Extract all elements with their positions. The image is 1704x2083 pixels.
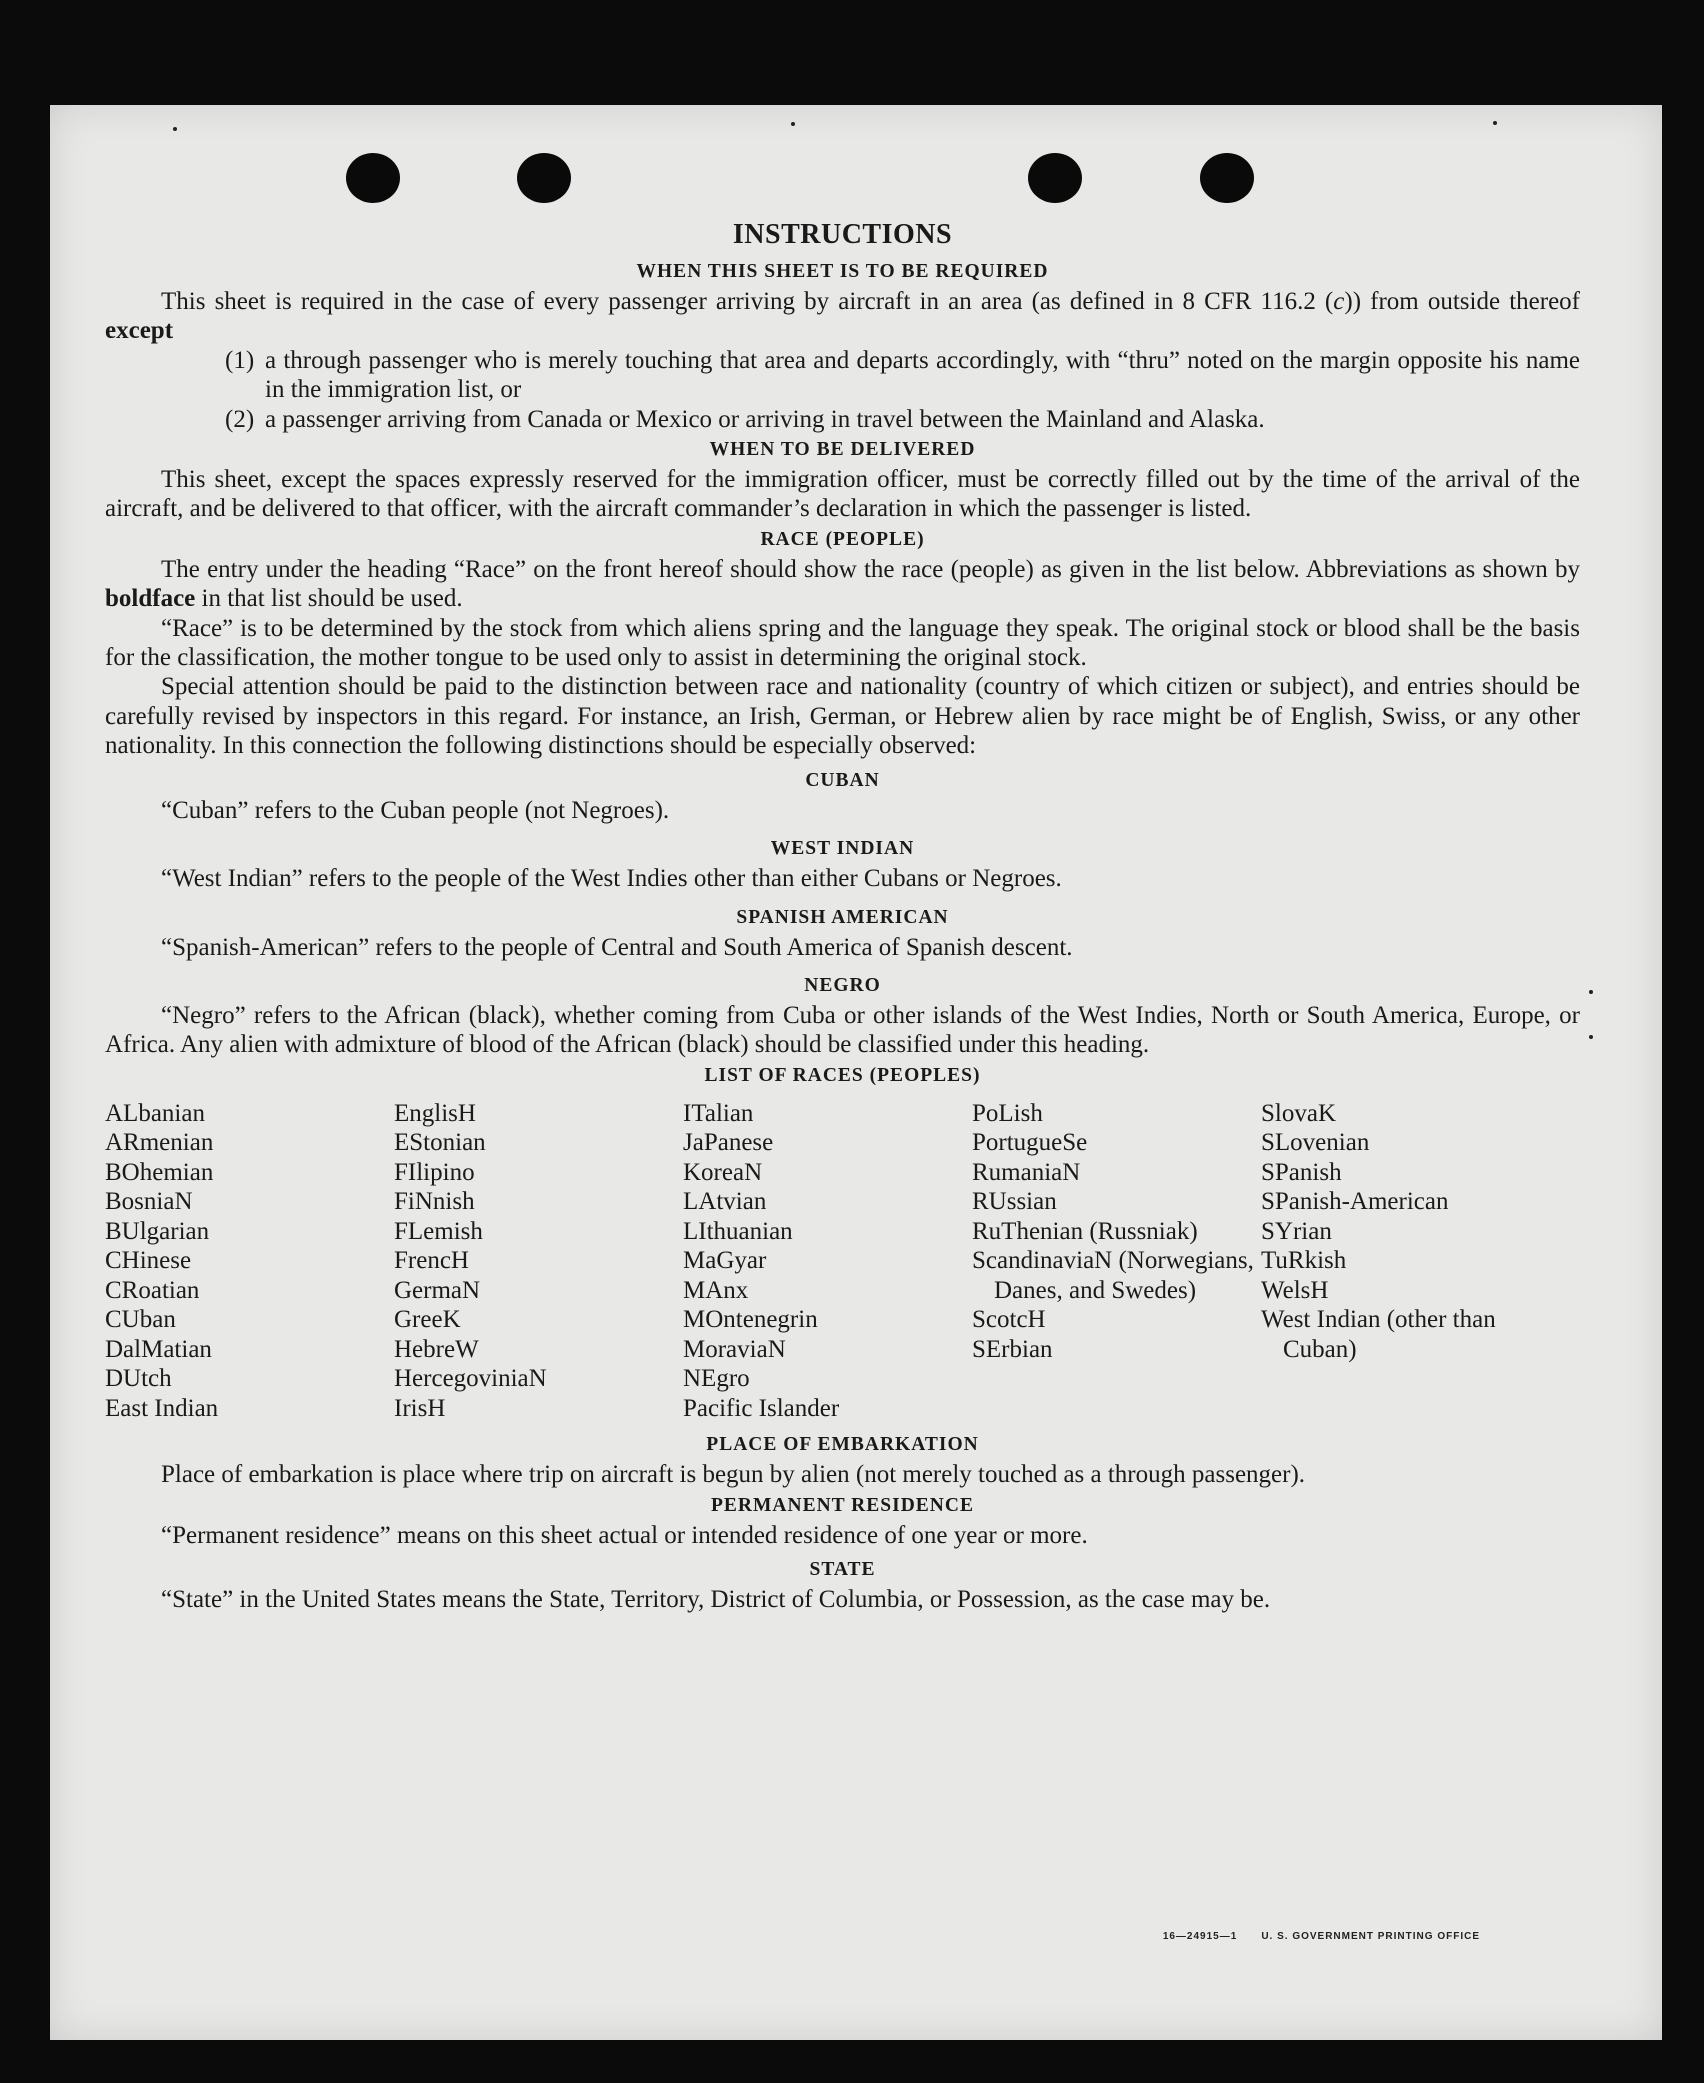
race-entry: EnglisH [394,1099,476,1127]
heading-required: WHEN THIS SHEET IS TO BE REQUIRED [636,261,1049,282]
heading-spanish-american: SPANISH AMERICAN [736,906,949,928]
punch-hole [1028,153,1082,203]
race-entry: GermaN [394,1276,481,1304]
negro-text: “Negro” refers to the African (black), whether coming from Cuba or other islands of the West Indies, North or South America, Europe, or Africa. Any alien with admixture of blood of the African (black) should be classified under this heading. [105,1001,1580,1059]
race-entry: SYrian [1261,1217,1332,1245]
races-column [394,1099,683,1424]
race-entry: TuRkish [1261,1247,1347,1275]
exception-item: (1) a through passenger who is merely touching that area and departs accordingly, with “thru” noted on the margin opposite his name in the immigration list, or [225,346,1580,404]
speck [791,122,795,126]
race-entry: PortugueSe [972,1129,1088,1157]
race-paragraph-1: The entry under the heading “Race” on the front hereof should show the race (people) as given in the list below. Abbreviations as shown by boldface in that list should be used. [105,555,1580,613]
printer-imprint: U. S. GOVERNMENT PRINTING OFFICE [1261,1931,1480,1942]
heading-embarkation: PLACE OF EMBARKATION [706,1434,979,1456]
race-paragraph-3: Special attention should be paid to the distinction between race and nationality (country of which citizen or subject), and entries should be carefully revised by inspectors in this regard. For instance, an Irish, German, or Hebrew alien by race might be of English, Swiss, or any other nationality. In this connection the following distinctions should be especially observed: [105,673,1580,760]
west-indian-text: “West Indian” refers to the people of the West Indies other than either Cubans or Negroes. [161,865,1062,893]
race-entry: RUssian [972,1188,1057,1216]
race-entry: CUban [105,1306,176,1334]
race-entry: ARmenian [105,1129,214,1157]
race-entry: NEgro [683,1365,750,1393]
punch-hole [346,153,400,203]
race-entry: BosniaN [105,1188,193,1216]
cuban-text: “Cuban” refers to the Cuban people (not Negroes). [161,796,670,824]
race-entry: JaPanese [683,1129,774,1157]
speck [173,127,177,131]
race-entry: MaGyar [683,1247,767,1275]
heading-residence: PERMANENT RESIDENCE [711,1494,974,1516]
speck [1589,990,1593,994]
race-entry: EStonian [394,1129,486,1157]
race-entry: MoraviaN [683,1335,786,1363]
race-entry: HercegoviniaN [394,1365,547,1393]
race-entry: SlovaK [1261,1099,1336,1127]
race-entry: BUlgarian [105,1217,210,1245]
race-paragraph-2: “Race” is to be determined by the stock from which aliens spring and the language they speak. The original stock or blood shall be the basis for the classification, the mother tongue to be used only to assist in determining the original stock. [105,614,1580,672]
race-entry: KoreaN [683,1158,763,1186]
race-entry: SPanish-American [1261,1188,1449,1216]
race-entry: IrisH [394,1394,446,1422]
race-entry: MAnx [683,1276,749,1304]
race-entry: RuThenian (Russniak) [972,1217,1198,1245]
heading-list-of-races: LIST OF RACES (PEOPLES) [704,1064,981,1086]
race-entry: ScotcH [972,1306,1046,1334]
race-entry: WelsH [1261,1276,1329,1304]
spanish-american-text: “Spanish-American” refers to the people of Central and South America of Spanish descent. [161,933,1073,961]
residence-text: “Permanent residence” means on this sheet actual or intended residence of one year or more. [161,1521,1088,1549]
race-entry: ITalian [683,1099,754,1127]
race-entry: CHinese [105,1247,192,1275]
race-entry: SErbian [972,1335,1053,1363]
race-entry: FiNnish [394,1188,475,1216]
race-entry: FrencH [394,1247,469,1275]
race-entry: HebreW [394,1335,479,1363]
races-column [105,1099,394,1424]
races-list [105,1099,1580,1424]
embarkation-text: Place of embarkation is place where trip on aircraft is begun by alien (not merely touched as a through passenger). [161,1461,1306,1489]
document-sheet [50,105,1662,2040]
race-entry: West Indian (other than Cuban) [1261,1306,1496,1363]
heading-west-indian: WEST INDIAN [770,838,915,860]
race-entry: Pacific Islander [683,1394,840,1422]
print-footer [1163,1931,1480,1942]
race-entry: MOntenegrin [683,1306,818,1334]
race-entry: SLovenian [1261,1129,1370,1157]
delivered-text: This sheet, except the spaces expressly reserved for the immigration officer, must be correctly filled out by the time of the arrival of the aircraft, and be delivered to that officer, with the aircraft commander’s declaration in which the passenger is listed. [105,466,1580,523]
race-entry: ALbanian [105,1099,205,1127]
race-entry: FIlipino [394,1158,475,1186]
race-entry: BOhemian [105,1158,214,1186]
race-entry: RumaniaN [972,1158,1081,1186]
race-entry: LAtvian [683,1188,767,1216]
race-entry: SPanish [1261,1158,1342,1186]
race-entry: DUtch [105,1365,172,1393]
heading-race: RACE (PEOPLE) [760,528,925,550]
state-text: “State” in the United States means the State, Territory, District of Columbia, or Possession, as the case may be. [161,1586,1271,1614]
races-column [683,1099,972,1424]
race-entry: LIthuanian [683,1217,793,1245]
race-entry: FLemish [394,1217,483,1245]
race-entry: CRoatian [105,1276,200,1304]
race-entry: GreeK [394,1306,461,1334]
page-title: INSTRUCTIONS [732,219,953,250]
punch-hole [517,153,571,203]
race-entry: DalMatian [105,1335,212,1363]
punch-hole [1200,153,1254,203]
heading-cuban: CUBAN [805,769,880,791]
race-entry: PoLish [972,1099,1043,1127]
exception-item: (2) a passenger arriving from Canada or Mexico or arriving in travel between the Mainland and Alaska. [225,405,1265,433]
heading-state: STATE [809,1559,876,1581]
races-column [972,1099,1261,1424]
heading-delivered: WHEN TO BE DELIVERED [709,439,976,461]
speck [1493,121,1497,125]
form-number: 16—24915—1 [1162,1931,1238,1942]
race-entry: East Indian [105,1394,219,1422]
speck [1589,1035,1593,1039]
heading-negro: NEGRO [804,974,881,996]
race-entry: ScandinaviaN (Norwegians, Danes, and Swedes) [972,1247,1254,1304]
instructions-body [105,218,1580,1614]
required-intro: This sheet is required in the case of every passenger arriving by aircraft in an area (as defined in 8 CFR 116.2 (c)) from outside thereof except [105,288,1580,345]
races-column [1261,1099,1550,1424]
